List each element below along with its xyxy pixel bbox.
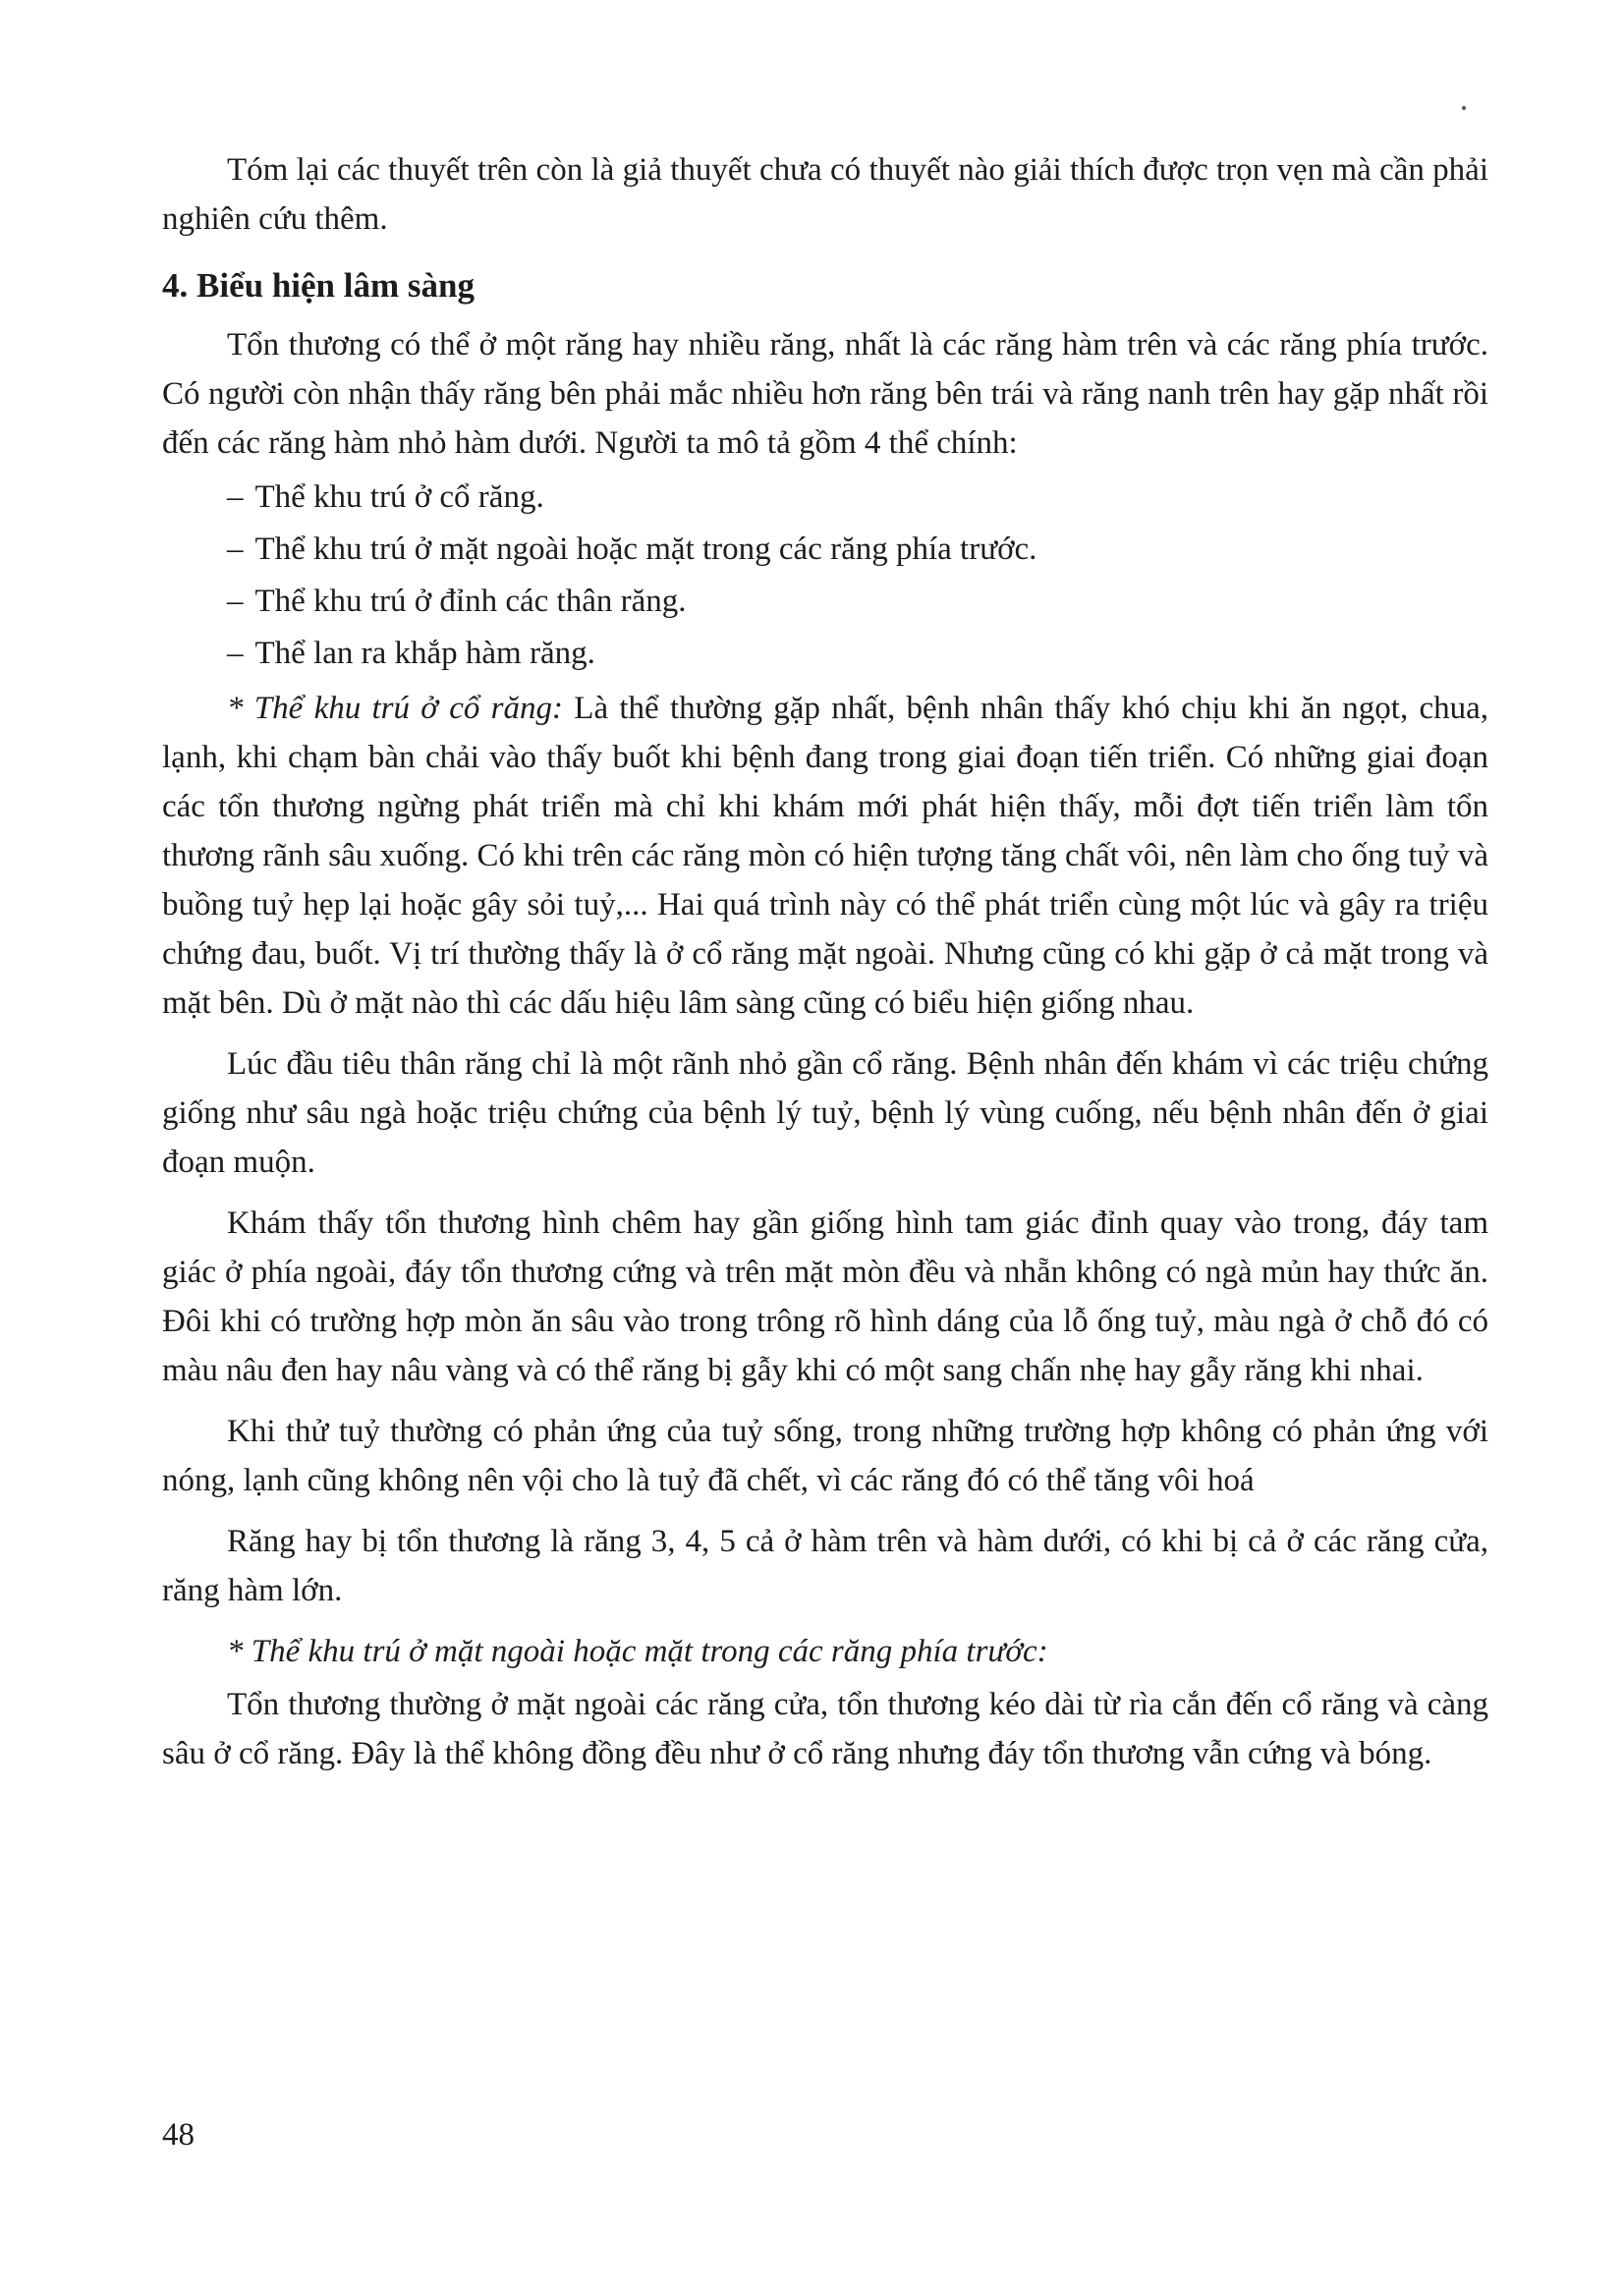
forms-list [162, 472, 1488, 680]
cervical-title: Thể khu trú ở cổ răng: [253, 691, 563, 726]
intro-paragraph: Tóm lại các thuyết trên còn là giả thuyết chưa có thuyết nào giải thích được trọn vẹn mà cần phải nghiên cứu thêm. [162, 152, 1488, 237]
facial-form-paragraph: Tổn thương thường ở mặt ngoài các răng cửa, tổn thương kéo dài từ rìa cắn đến cổ răng và càng sâu ở cổ răng. Đây là thể không đồng đều như ở cổ răng nhưng đáy tổn thương vẫn cứng và bóng. [162, 1687, 1488, 1771]
list-dash: – [227, 479, 244, 515]
list-dash: – [227, 636, 244, 671]
section-heading: 4. Biểu hiện lâm sàng [162, 266, 475, 305]
list-item-text: Thể lan ra khắp hàm răng. [254, 636, 595, 671]
early-paragraph: Lúc đầu tiêu thân răng chỉ là một rãnh nhỏ gần cổ răng. Bệnh nhân đến khám vì các triệu chứng giống như sâu ngà hoặc triệu chứng của bệnh lý tuỷ, bệnh lý vùng cuống, nếu bệnh nhân đến ở giai đoạn muộn. [162, 1046, 1488, 1180]
page-content [162, 145, 1488, 1790]
list-item-text: Thể khu trú ở mặt ngoài hoặc mặt trong các răng phía trước. [254, 532, 1037, 567]
overview-paragraph: Tổn thương có thể ở một răng hay nhiều răng, nhất là các răng hàm trên và các răng phía trước. Có người còn nhận thấy răng bên phải mắc nhiều hơn răng bên trái và răng nanh trên hay gặp nhất rồi đến các răng hàm nhỏ hàm dưới. Người ta mô tả gồm 4 thể chính: [162, 327, 1488, 461]
page-number: 48 [162, 2117, 195, 2153]
list-item [162, 472, 1488, 524]
list-dash: – [227, 584, 244, 619]
list-dash: – [227, 532, 244, 567]
scan-speck [1462, 106, 1466, 110]
cervical-text: Là thể thường gặp nhất, bệnh nhân thấy khó chịu khi ăn ngọt, chua, lạnh, khi chạm bàn chải vào thấy buốt khi bệnh đang trong giai đoạn tiến triển. Có những giai đoạn các tổn thương ngừng phát triển mà chỉ khi khám mới phát hiện thấy, mỗi đợt tiến triển làm tổn thương rãnh sâu xuống. Có khi trên các răng mòn có hiện tượng tăng chất vôi, nên làm cho ống tuỷ và buồng tuỷ hẹp lại hoặc gây sỏi tuỷ,... Hai quá trình này có thể phát triển cùng một lúc và gây ra triệu chứng đau, buốt. Vị trí thường thấy là ở cổ răng mặt ngoài. Nhưng cũng có khi gặp ở cả mặt trong và mặt bên. Dù ở mặt nào thì các dấu hiệu lâm sàng cũng có biểu hiện giống nhau. [162, 691, 1489, 1021]
list-item [162, 524, 1488, 576]
cervical-marker: * [227, 691, 244, 726]
affected-teeth-paragraph: Răng hay bị tổn thương là răng 3, 4, 5 cả ở hàm trên và hàm dưới, có khi bị cả ở các răng cửa, răng hàm lớn. [162, 1524, 1488, 1608]
list-item [162, 628, 1488, 680]
list-item-text: Thể khu trú ở đỉnh các thân răng. [254, 584, 687, 619]
facial-form-heading: * Thể khu trú ở mặt ngoài hoặc mặt trong các răng phía trước: [227, 1634, 1048, 1669]
list-item [162, 576, 1488, 628]
cervical-paragraph [162, 684, 1488, 1028]
exam-paragraph: Khám thấy tổn thương hình chêm hay gần giống hình tam giác đỉnh quay vào trong, đáy tam giác ở phía ngoài, đáy tổn thương cứng và trên mặt mòn đều và nhẵn không có ngà mủn hay thức ăn. Đôi khi có trường hợp mòn ăn sâu vào trong trông rõ hình dáng của lỗ ống tuỷ, màu ngà ở chỗ đó có màu nâu đen hay nâu vàng và có thể răng bị gẫy khi có một sang chấn nhẹ hay gẫy răng khi nhai. [162, 1205, 1488, 1388]
pulp-test-paragraph: Khi thử tuỷ thường có phản ứng của tuỷ sống, trong những trường hợp không có phản ứng với nóng, lạnh cũng không nên vội cho là tuỷ đã chết, vì các răng đó có thể tăng vôi hoá [162, 1414, 1488, 1498]
list-item-text: Thể khu trú ở cổ răng. [254, 479, 544, 515]
